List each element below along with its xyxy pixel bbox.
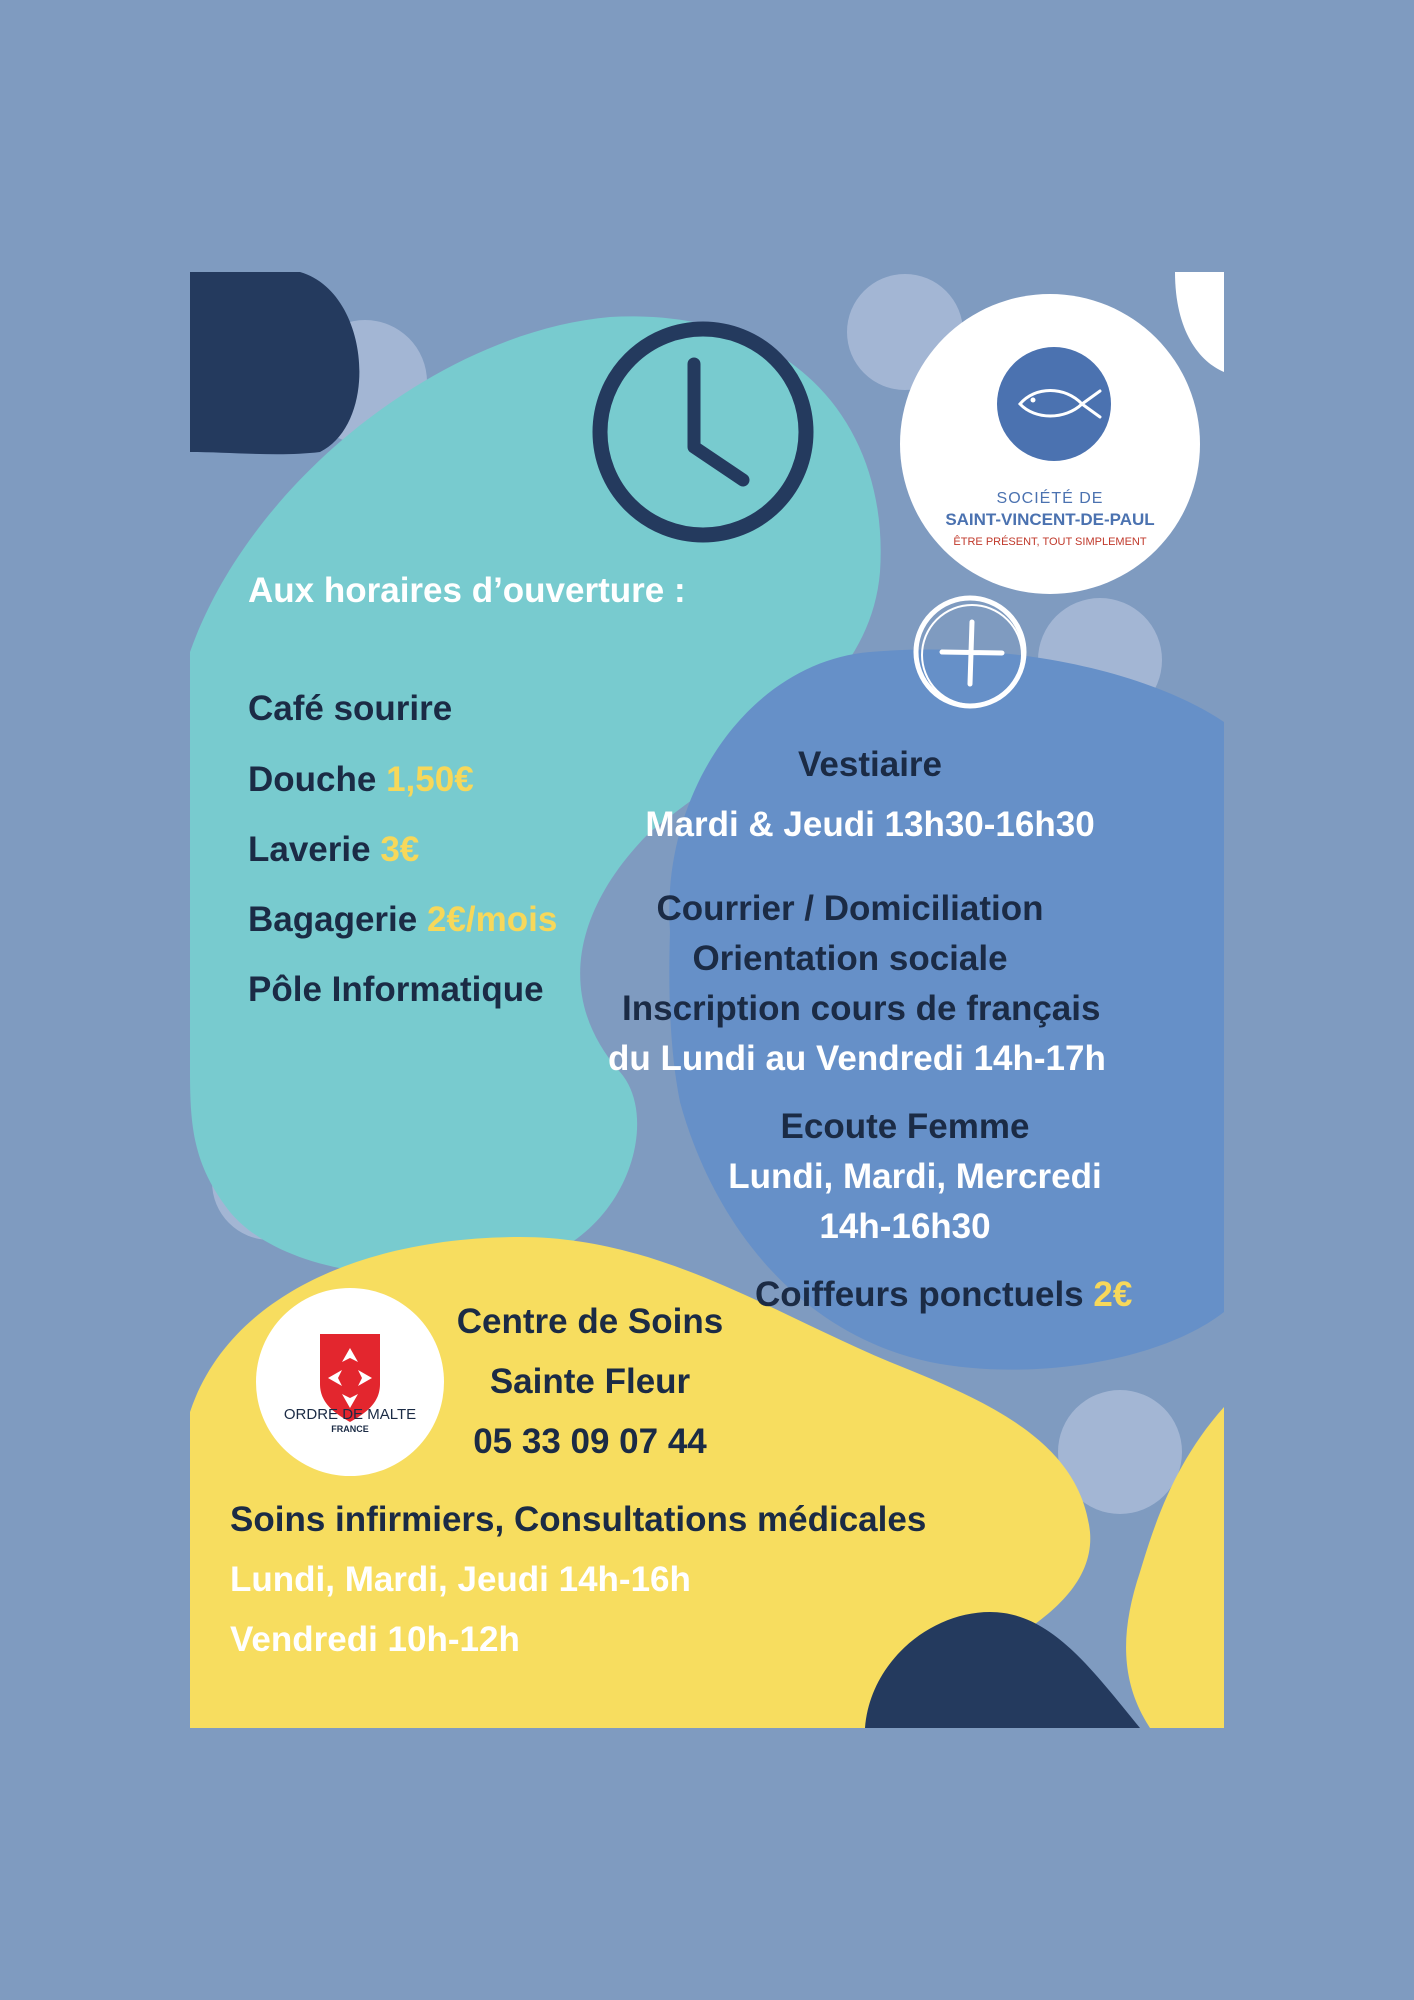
vestiaire-hours: Mardi & Jeudi 13h30-16h30 [645,805,1095,844]
svp-line2: SAINT-VINCENT-DE-PAUL [945,510,1155,529]
ecoute-femme-days: Lundi, Mardi, Mercredi [728,1157,1102,1196]
ecoute-femme-hours: 14h-16h30 [819,1207,991,1246]
malte-name: ORDRE DE MALTE [283,1406,417,1423]
svp-logo [900,294,1200,594]
coiffeurs-price: 2€ [1093,1275,1133,1314]
navy-blob-top-left [190,272,359,454]
service-price: 2€/mois [426,900,558,939]
fish-icon [997,347,1111,461]
ordre-de-malte-logo [256,1288,444,1476]
service-label: Pôle Informatique [248,970,544,1009]
ecoute-femme-title: Ecoute Femme [780,1107,1030,1146]
centre-soins-phone: 05 33 09 07 44 [473,1422,707,1461]
inscription-cours: Inscription cours de français [622,989,1101,1028]
service-item-cafe [248,689,452,729]
vestiaire-title: Vestiaire [798,745,942,784]
opening-hours-title: Aux horaires d’ouverture : [248,571,686,610]
centre-soins-line2: Sainte Fleur [489,1362,691,1401]
svp-logo-circle [900,294,1200,594]
service-price: 3€ [380,830,420,869]
poster [190,272,1224,1728]
svp-line3: ÊTRE PRÉSENT, TOUT SIMPLEMENT [953,536,1147,548]
service-label: Laverie [248,830,371,869]
orientation-sociale: Orientation sociale [692,939,1008,978]
coiffeurs-label: Coiffeurs ponctuels [755,1275,1084,1314]
service-label: Café sourire [248,689,453,728]
service-label: Bagagerie [248,900,418,939]
services-hours: du Lundi au Vendredi 14h-17h [608,1039,1106,1078]
malte-country: FRANCE [331,1424,369,1434]
courrier-domiciliation: Courrier / Domiciliation [656,889,1044,928]
svp-line1: SOCIÉTÉ DE [996,490,1104,507]
soins-services: Soins infirmiers, Consultations médicales [230,1500,927,1539]
maltese-cross-icon [256,1288,444,1476]
soins-hours-2: Vendredi 10h-12h [230,1620,520,1659]
service-label: Douche [248,760,377,799]
service-item-laverie [248,830,419,870]
centre-soins-line1: Centre de Soins [456,1302,724,1341]
soins-hours-1: Lundi, Mardi, Jeudi 14h-16h [230,1560,691,1599]
service-item-douche [248,760,474,800]
service-item-pole-informatique [248,970,544,1010]
service-item-bagagerie [248,900,557,940]
service-price: 1,50€ [386,760,474,799]
coiffeurs-ponctuels [755,1275,1132,1315]
